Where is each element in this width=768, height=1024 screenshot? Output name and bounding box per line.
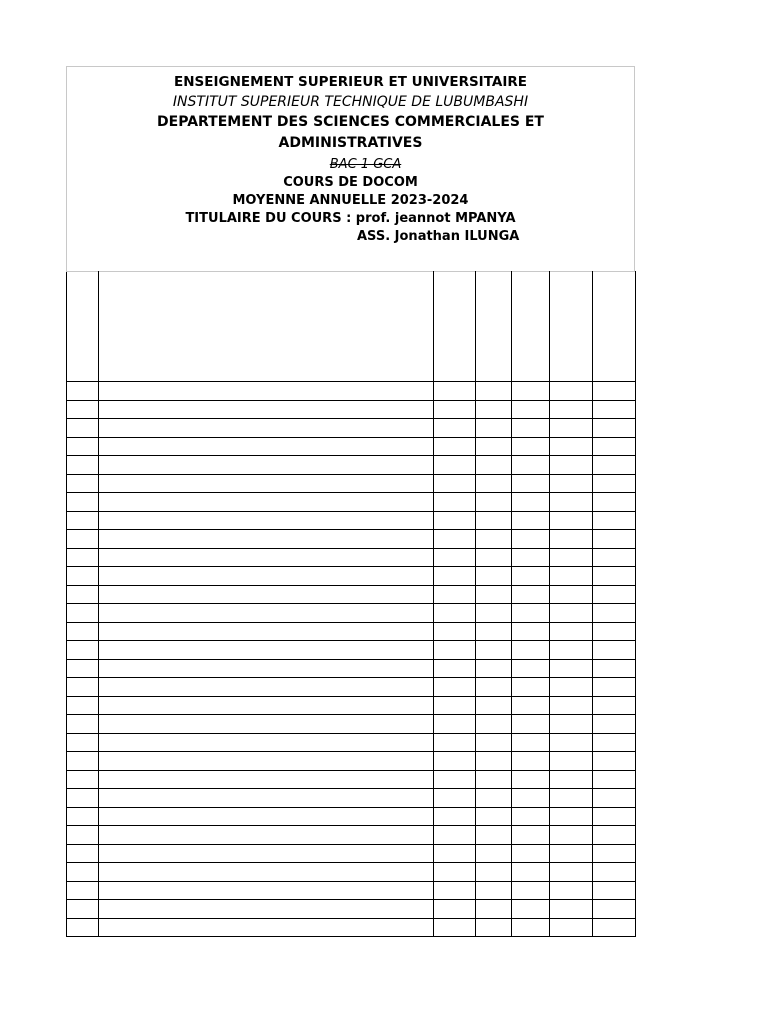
table-row [67, 382, 636, 401]
table-cell [550, 641, 593, 660]
table-cell [593, 585, 636, 604]
header-cell [476, 272, 512, 382]
header-cell [593, 272, 636, 382]
table-cell [476, 789, 512, 808]
table-cell [476, 752, 512, 771]
table-row [67, 474, 636, 493]
table-cell [512, 918, 550, 937]
table-cell [593, 567, 636, 586]
table-cell [476, 863, 512, 882]
table-cell [550, 622, 593, 641]
table-cell [550, 789, 593, 808]
table-cell [99, 733, 434, 752]
table-cell [593, 752, 636, 771]
table-cell [434, 844, 476, 863]
table-cell [512, 530, 550, 549]
table-cell [434, 530, 476, 549]
table-cell [434, 604, 476, 623]
table-cell [67, 918, 99, 937]
table-cell [67, 678, 99, 697]
table-cell [476, 807, 512, 826]
table-cell [434, 622, 476, 641]
table-row [67, 567, 636, 586]
table-cell [476, 678, 512, 697]
table-cell [67, 807, 99, 826]
table-cell [512, 604, 550, 623]
table-cell [593, 641, 636, 660]
table-cell [550, 382, 593, 401]
table-cell [550, 585, 593, 604]
table-row [67, 807, 636, 826]
table-cell [476, 419, 512, 438]
table-cell [99, 918, 434, 937]
table-cell [550, 437, 593, 456]
table-cell [550, 696, 593, 715]
table-cell [550, 419, 593, 438]
table-cell [99, 474, 434, 493]
table-cell [67, 511, 99, 530]
table-cell [512, 622, 550, 641]
table-cell [99, 585, 434, 604]
table-cell [99, 530, 434, 549]
table-cell [99, 678, 434, 697]
table-cell [67, 456, 99, 475]
table-cell [99, 548, 434, 567]
grade-sheet [66, 66, 635, 937]
table-cell [512, 881, 550, 900]
table-cell [550, 400, 593, 419]
table-row [67, 604, 636, 623]
table-cell [593, 530, 636, 549]
table-cell [593, 474, 636, 493]
table-cell [593, 789, 636, 808]
table-cell [593, 863, 636, 882]
table-row [67, 715, 636, 734]
table-cell [476, 844, 512, 863]
table-cell [67, 382, 99, 401]
table-cell [434, 641, 476, 660]
table-cell [434, 752, 476, 771]
table-cell [67, 770, 99, 789]
table-cell [476, 530, 512, 549]
table-cell [434, 437, 476, 456]
table-cell [67, 641, 99, 660]
table-row [67, 437, 636, 456]
table-cell [434, 863, 476, 882]
table-cell [99, 567, 434, 586]
table-cell [67, 659, 99, 678]
table-cell [512, 511, 550, 530]
table-cell [512, 678, 550, 697]
table-row [67, 622, 636, 641]
table-cell [512, 844, 550, 863]
table-row [67, 881, 636, 900]
table-row [67, 585, 636, 604]
institute-name: INSTITUT SUPERIEUR TECHNIQUE DE LUBUMBASHI [172, 94, 529, 110]
table-cell [99, 789, 434, 808]
table-cell [476, 382, 512, 401]
table-cell [512, 419, 550, 438]
table-cell [476, 881, 512, 900]
table-cell [512, 733, 550, 752]
table-cell [512, 752, 550, 771]
table-cell [512, 456, 550, 475]
table-cell [550, 770, 593, 789]
table-cell [99, 604, 434, 623]
table-cell [550, 493, 593, 512]
header-cell [550, 272, 593, 382]
table-row [67, 770, 636, 789]
table-cell [512, 437, 550, 456]
table-cell [593, 696, 636, 715]
table-cell [476, 826, 512, 845]
table-cell [99, 622, 434, 641]
table-cell [550, 918, 593, 937]
table-cell [550, 511, 593, 530]
table-cell [67, 789, 99, 808]
table-cell [593, 437, 636, 456]
table-cell [512, 807, 550, 826]
class-label-struck: BAC 1 GCA [329, 157, 402, 172]
header-cell [434, 272, 476, 382]
document-header [66, 66, 635, 271]
ministry-title: ENSEIGNEMENT SUPERIEUR ET UNIVERSITAIRE [174, 74, 527, 90]
table-cell [99, 696, 434, 715]
table-cell [512, 900, 550, 919]
table-cell [67, 622, 99, 641]
table-cell [476, 493, 512, 512]
table-cell [512, 826, 550, 845]
table-row [67, 659, 636, 678]
table-cell [512, 567, 550, 586]
table-cell [476, 659, 512, 678]
table-cell [67, 715, 99, 734]
table-cell [550, 900, 593, 919]
table-cell [476, 567, 512, 586]
table-row [67, 844, 636, 863]
table-cell [434, 511, 476, 530]
table-cell [434, 918, 476, 937]
table-cell [512, 400, 550, 419]
table-row [67, 863, 636, 882]
table-cell [476, 733, 512, 752]
table-cell [67, 900, 99, 919]
table-cell [550, 807, 593, 826]
table-cell [67, 585, 99, 604]
table-cell [593, 659, 636, 678]
table-cell [67, 752, 99, 771]
table-cell [550, 474, 593, 493]
table-cell [434, 826, 476, 845]
table-cell [99, 382, 434, 401]
table-cell [476, 548, 512, 567]
table-cell [512, 659, 550, 678]
table-cell [593, 604, 636, 623]
table-cell [476, 511, 512, 530]
table-cell [593, 733, 636, 752]
table-row [67, 493, 636, 512]
table-cell [512, 789, 550, 808]
table-cell [512, 548, 550, 567]
table-header-row [67, 272, 636, 382]
table-cell [99, 641, 434, 660]
table-row [67, 826, 636, 845]
table-cell [67, 567, 99, 586]
table-cell [593, 493, 636, 512]
table-cell [67, 733, 99, 752]
table-cell [434, 715, 476, 734]
table-cell [476, 622, 512, 641]
table-row [67, 530, 636, 549]
table-cell [434, 456, 476, 475]
table-cell [434, 567, 476, 586]
table-cell [593, 456, 636, 475]
table-cell [593, 770, 636, 789]
table-cell [550, 548, 593, 567]
header-cell [67, 272, 99, 382]
table-cell [476, 696, 512, 715]
table-cell [550, 530, 593, 549]
table-cell [434, 548, 476, 567]
table-cell [434, 382, 476, 401]
header-cell [512, 272, 550, 382]
table-row [67, 419, 636, 438]
table-cell [434, 659, 476, 678]
table-cell [550, 567, 593, 586]
table-cell [593, 400, 636, 419]
table-cell [67, 844, 99, 863]
table-cell [99, 844, 434, 863]
table-row [67, 400, 636, 419]
table-cell [593, 622, 636, 641]
table-cell [99, 826, 434, 845]
annual-average-title: MOYENNE ANNUELLE 2023-2024 [232, 193, 469, 208]
table-cell [67, 826, 99, 845]
table-cell [99, 437, 434, 456]
table-cell [512, 585, 550, 604]
table-row [67, 900, 636, 919]
table-cell [434, 733, 476, 752]
table-cell [434, 770, 476, 789]
table-cell [512, 696, 550, 715]
table-cell [434, 696, 476, 715]
table-cell [99, 456, 434, 475]
table-cell [99, 807, 434, 826]
table-cell [67, 493, 99, 512]
table-cell [67, 548, 99, 567]
table-cell [434, 881, 476, 900]
table-cell [550, 733, 593, 752]
table-cell [593, 419, 636, 438]
table-cell [593, 807, 636, 826]
table-cell [99, 863, 434, 882]
table-cell [512, 474, 550, 493]
course-assistant: ASS. Jonathan ILUNGA [357, 229, 520, 244]
table-cell [550, 604, 593, 623]
table-cell [434, 419, 476, 438]
table-cell [99, 770, 434, 789]
grades-table [66, 271, 636, 937]
table-cell [434, 400, 476, 419]
table-cell [476, 400, 512, 419]
table-cell [434, 493, 476, 512]
table-cell [99, 881, 434, 900]
table-cell [476, 474, 512, 493]
course-teacher: TITULAIRE DU COURS : prof. jeannot MPANYA [185, 211, 516, 226]
table-cell [593, 900, 636, 919]
table-row [67, 733, 636, 752]
table-cell [99, 493, 434, 512]
table-cell [512, 770, 550, 789]
table-cell [550, 752, 593, 771]
table-cell [550, 844, 593, 863]
table-row [67, 511, 636, 530]
table-row [67, 678, 636, 697]
table-cell [550, 678, 593, 697]
table-row [67, 752, 636, 771]
table-row [67, 918, 636, 937]
table-cell [434, 474, 476, 493]
table-cell [476, 437, 512, 456]
table-cell [512, 382, 550, 401]
table-cell [67, 696, 99, 715]
table-cell [434, 900, 476, 919]
table-cell [593, 844, 636, 863]
table-cell [476, 585, 512, 604]
table-cell [593, 715, 636, 734]
table-cell [593, 918, 636, 937]
table-cell [476, 770, 512, 789]
table-cell [99, 715, 434, 734]
table-row [67, 641, 636, 660]
table-cell [593, 511, 636, 530]
table-cell [99, 400, 434, 419]
table-row [67, 548, 636, 567]
table-row [67, 789, 636, 808]
course-title: COURS DE DOCOM [283, 175, 418, 190]
table-cell [67, 530, 99, 549]
table-cell [99, 659, 434, 678]
table-cell [550, 863, 593, 882]
table-cell [434, 585, 476, 604]
table-cell [99, 511, 434, 530]
table-cell [99, 900, 434, 919]
table-cell [512, 863, 550, 882]
table-cell [593, 826, 636, 845]
table-row [67, 456, 636, 475]
table-cell [67, 863, 99, 882]
table-cell [434, 807, 476, 826]
table-row [67, 696, 636, 715]
table-cell [593, 382, 636, 401]
table-cell [476, 900, 512, 919]
table-cell [550, 881, 593, 900]
table-cell [550, 456, 593, 475]
table-cell [67, 474, 99, 493]
table-cell [550, 659, 593, 678]
table-cell [434, 678, 476, 697]
table-cell [593, 678, 636, 697]
table-cell [67, 437, 99, 456]
table-cell [476, 604, 512, 623]
table-cell [593, 881, 636, 900]
table-cell [99, 419, 434, 438]
table-cell [512, 641, 550, 660]
table-cell [99, 752, 434, 771]
table-cell [434, 789, 476, 808]
table-cell [512, 715, 550, 734]
header-cell [99, 272, 434, 382]
department-line-2: ADMINISTRATIVES [278, 135, 423, 151]
table-cell [476, 641, 512, 660]
department-line-1: DEPARTEMENT DES SCIENCES COMMERCIALES ET [157, 114, 544, 130]
table-cell [476, 918, 512, 937]
table-cell [476, 456, 512, 475]
table-cell [593, 548, 636, 567]
table-cell [67, 881, 99, 900]
table-cell [476, 715, 512, 734]
table-cell [67, 400, 99, 419]
table-cell [512, 493, 550, 512]
table-cell [67, 419, 99, 438]
table-cell [550, 826, 593, 845]
table-cell [550, 715, 593, 734]
table-cell [67, 604, 99, 623]
